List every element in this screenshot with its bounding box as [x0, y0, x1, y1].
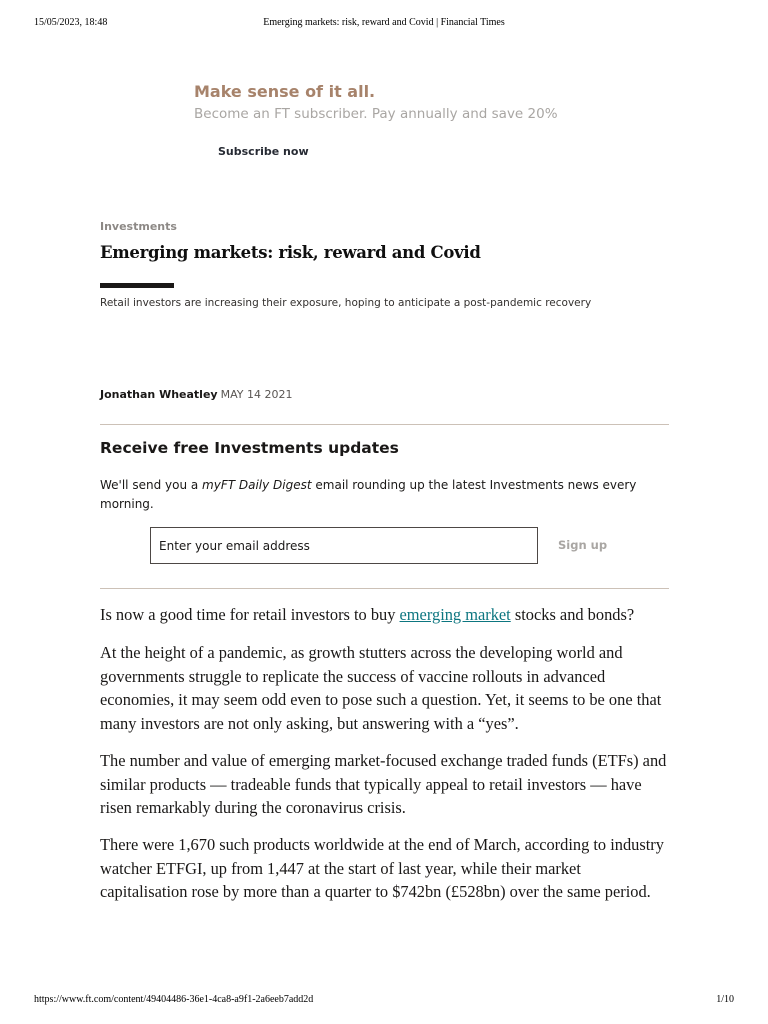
p1-before: Is now a good time for retail investors to buy — [100, 605, 400, 624]
signup-desc-after: email rounding up the latest Investments news every morning. — [100, 478, 637, 511]
article-section-link[interactable]: Investments — [100, 220, 177, 233]
divider-bottom — [100, 588, 669, 589]
article-date: MAY 14 2021 — [220, 388, 293, 401]
author-link[interactable]: Jonathan Wheatley — [100, 388, 218, 401]
email-input[interactable] — [150, 527, 538, 564]
body-paragraph-4: There were 1,670 such products worldwide at the end of March, according to industry watcher ETFGI, up from 1,447 at the start of last year, while their market capitalisation rose by more than a quarter to $742bn (£528bn) over the same period. — [100, 835, 664, 901]
signup-description — [100, 476, 660, 514]
signup-desc-emphasis: myFT Daily Digest — [202, 478, 312, 492]
signup-heading: Receive free Investments updates — [100, 439, 399, 457]
print-header-date: 15/05/2023, 18:48 — [34, 17, 108, 28]
promo-subheadline: Become an FT subscriber. Pay annually and save 20% — [194, 106, 558, 122]
print-footer-page-number: 1/10 — [716, 994, 734, 1005]
sign-up-button[interactable]: Sign up — [558, 538, 608, 552]
print-footer-url: https://www.ft.com/content/49404486-36e1-4ca8-a9f1-2a6eeb7add2d — [34, 994, 314, 1005]
subscribe-now-button[interactable]: Subscribe now — [218, 145, 309, 158]
article-title: Emerging markets: risk, reward and Covid — [100, 243, 481, 262]
promo-headline: Make sense of it all. — [194, 82, 376, 101]
print-header-title: Emerging markets: risk, reward and Covid | Financial Times — [263, 17, 505, 28]
byline — [100, 388, 292, 401]
emerging-market-link[interactable]: emerging market — [399, 605, 511, 624]
body-paragraph-2: At the height of a pandemic, as growth stutters across the developing world and governments struggle to replicate the success of vaccine rollouts in advanced economies, it may seem odd even to pose such a question. Yet, it seems to be one that many investors are not only asking, but answering with a “yes”. — [100, 643, 662, 733]
p1-after: stocks and bonds? — [510, 605, 635, 624]
signup-desc-before: We'll send you a — [100, 478, 203, 492]
body-paragraph-3: The number and value of emerging market-focused exchange traded funds (ETFs) and similar products — tradeable funds that typically appeal to retail investors — have risen remarkably during the coronavirus crisis. — [100, 751, 667, 817]
article-standfirst: Retail investors are increasing their exposure, hoping to anticipate a post-pandemic recovery — [100, 297, 592, 309]
title-rule — [100, 283, 174, 288]
body-paragraph-1 — [100, 603, 672, 627]
divider-top — [100, 424, 669, 425]
